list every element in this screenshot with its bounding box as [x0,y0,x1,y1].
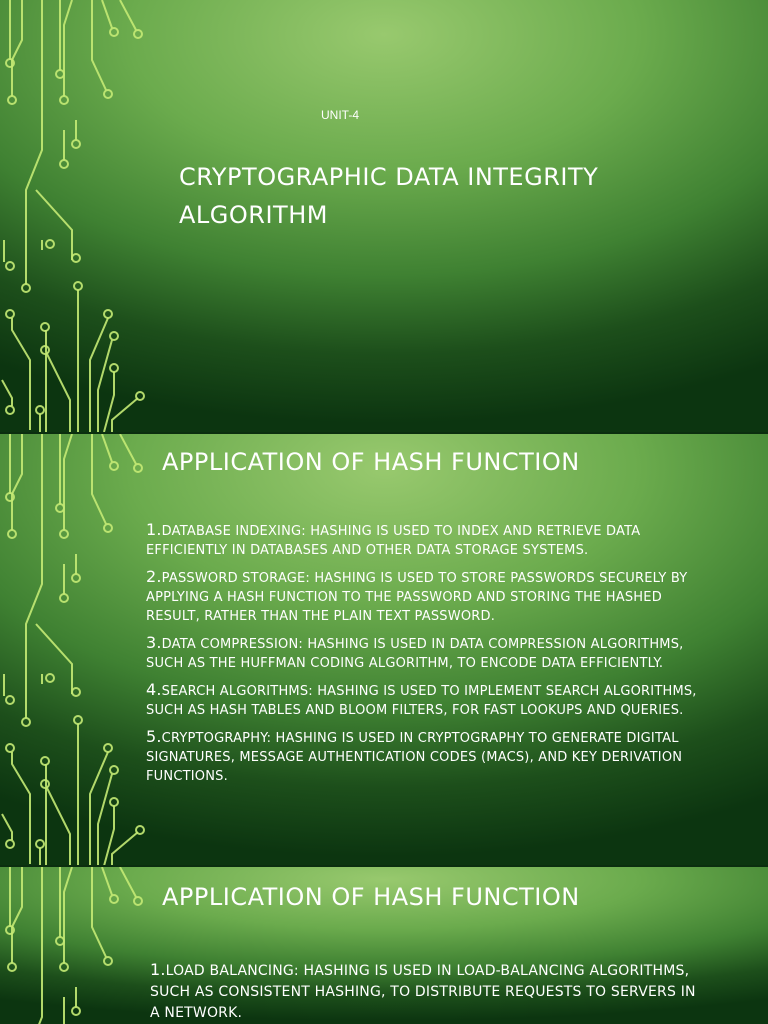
slide-subtitle: UNIT-4 [321,108,360,122]
slide-applications-1 [0,434,768,865]
list-item [146,520,706,560]
list-item-text: DATA COMPRESSION: HASHING IS USED IN DATA COMPRESSION ALGORITHMS, SUCH AS THE HUFFMAN CODING ALGORITHM, TO ENCODE DATA EFFICIENTLY. [146,637,684,671]
list-item-number: 1. [146,520,162,539]
slide-heading: APPLICATION OF HASH FUNCTION [162,883,580,911]
applications-list [146,520,706,793]
list-item-text: PASSWORD STORAGE: HASHING IS USED TO STORE PASSWORDS SECURELY BY APPLYING A HASH FUNCTION TO THE PASSWORD AND STORING THE HASHED RESULT, RATHER THAN THE PLAIN TEXT PASSWORD. [146,571,688,624]
list-item-number: 2. [146,567,162,586]
list-item [146,633,706,673]
list-item [146,727,706,786]
slide-title [0,0,768,432]
slide-heading: APPLICATION OF HASH FUNCTION [162,448,580,476]
slide-applications-2 [0,867,768,1024]
list-item-number: 5. [146,727,162,746]
circuit-decoration-icon [0,867,150,1024]
list-item-text: LOAD BALANCING: HASHING IS USED IN LOAD-BALANCING ALGORITHMS, SUCH AS CONSISTENT HASHING, TO DISTRIBUTE REQUESTS TO SERVERS IN A NETWORK. [150,963,696,1021]
circuit-decoration-icon [0,434,150,865]
list-item-number: 1. [150,960,166,979]
list-item-text: CRYPTOGRAPHY: HASHING IS USED IN CRYPTOGRAPHY TO GENERATE DIGITAL SIGNATURES, MESSAGE AUTHENTICATION CODES (MACS), AND KEY DERIVATION FUNCTIONS. [146,731,683,784]
list-item-number: 4. [146,680,162,699]
list-item [146,680,706,720]
list-item-text: SEARCH ALGORITHMS: HASHING IS USED TO IMPLEMENT SEARCH ALGORITHMS, SUCH AS HASH TABLES AND BLOOM FILTERS, FOR FAST LOOKUPS AND QUERIES. [146,684,697,718]
slide-title-text: CRYPTOGRAPHIC DATA INTEGRITY ALGORITHM [179,163,599,229]
list-item-text: DATABASE INDEXING: HASHING IS USED TO INDEX AND RETRIEVE DATA EFFICIENTLY IN DATABASES AND OTHER DATA STORAGE SYSTEMS. [146,524,641,558]
list-item-number: 3. [146,633,162,652]
list-item [150,959,700,1024]
list-item [146,567,706,626]
circuit-decoration-icon [0,0,150,432]
applications-list [150,959,700,1024]
